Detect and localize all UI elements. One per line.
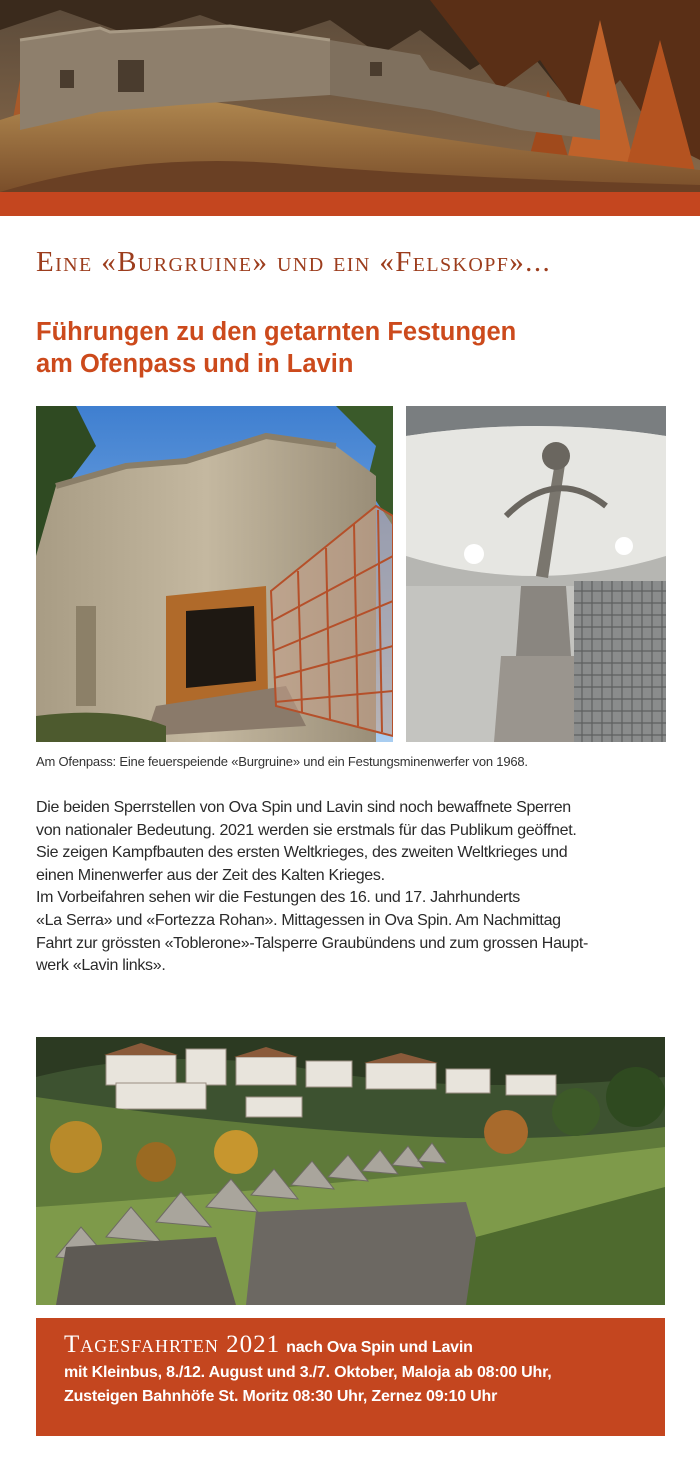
photo-burgruine (36, 406, 393, 742)
info-line-stops: Zusteigen Bahnhöfe St. Moritz 08:30 Uhr, Zernez 09:10 Uhr (64, 1388, 498, 1405)
body-line: Fahrt zur grössten «Toblerone»-Talsperre Graubündens und zum grossen Haupt- (36, 934, 589, 952)
photo-caption: Am Ofenpass: Eine feuerspeiende «Burgruine» und ein Festungsminenwerfer von 1968. (36, 754, 528, 769)
body-line: von nationaler Bedeutung. 2021 werden sie erstmals für das Publikum geöffnet. (36, 821, 577, 839)
headline-line-2: am Ofenpass und in Lavin (36, 350, 354, 378)
headline (36, 316, 676, 380)
headline-line-1: Führungen zu den getarnten Festungen (36, 318, 517, 346)
tour-info-box (36, 1318, 665, 1436)
photo-festungsminenwerfer (406, 406, 666, 742)
accent-band (0, 192, 700, 216)
info-title-suffix: nach Ova Spin und Lavin (286, 1339, 473, 1356)
body-line: Sie zeigen Kampfbauten des ersten Weltkrieges, des zweiten Weltkrieges und (36, 844, 568, 862)
body-line: einen Minenwerfer aus der Zeit des Kalten Krieges. (36, 866, 385, 884)
body-line: «La Serra» und «Fortezza Rohan». Mittagessen in Ova Spin. Am Nachmittag (36, 911, 561, 929)
hero-photo-fortress-ruin (0, 0, 700, 192)
info-title: Tagesfahrten 2021 (64, 1331, 281, 1358)
photo-lavin-toblerone-barrier (36, 1037, 665, 1305)
body-text (36, 797, 676, 978)
body-line: Im Vorbeifahren sehen wir die Festungen des 16. und 17. Jahrhunderts (36, 889, 520, 907)
body-line: werk «Lavin links». (36, 957, 166, 975)
info-title-row (64, 1333, 665, 1361)
kicker-heading: Eine «Burgruine» und ein «Felskopf»... (36, 246, 552, 278)
info-line-dates: mit Kleinbus, 8./12. August und 3./7. Oktober, Maloja ab 08:00 Uhr, (64, 1363, 552, 1381)
body-line: Die beiden Sperrstellen von Ova Spin und Lavin sind noch bewaffnete Sperren (36, 799, 571, 816)
